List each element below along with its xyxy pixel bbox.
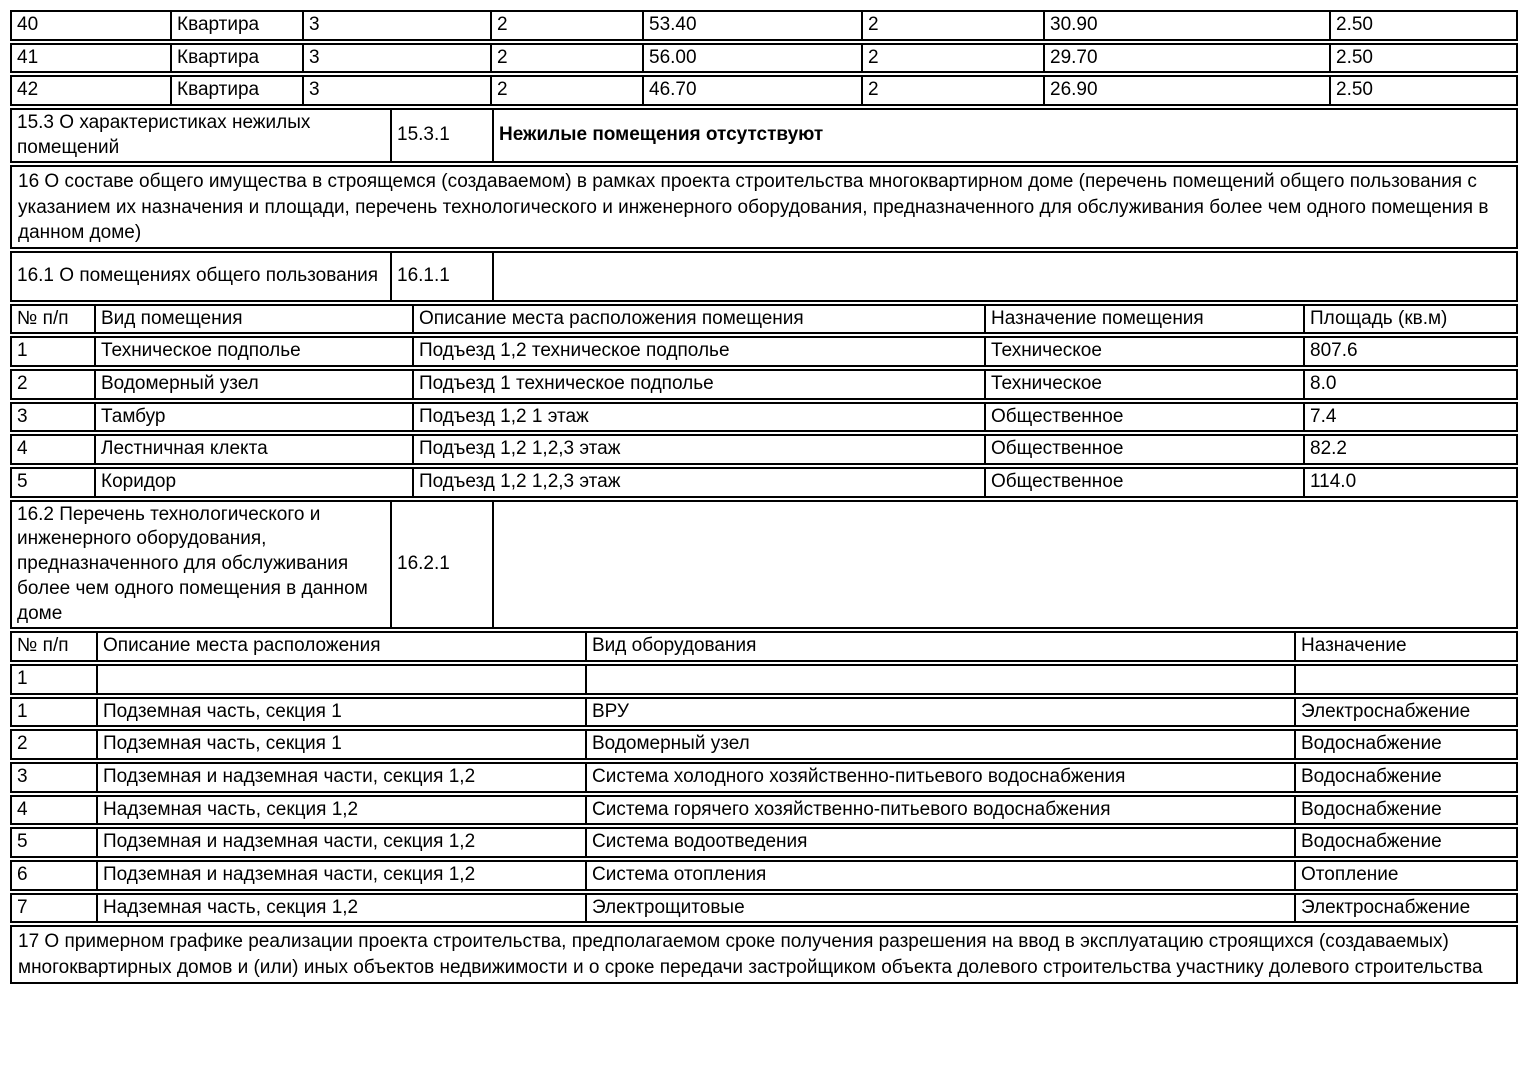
section-code: 16.1.1	[390, 253, 492, 300]
section-text: 16 О составе общего имущества в строящемся (создаваемом) в рамках проекта строительства многоквартирном доме (перечень помещений общего пользования с указанием их назначения и площади, перечень технологического и инженерного оборудования, предназначенного для обслуживания более чем одного помещения в данном доме)	[18, 171, 1489, 243]
table-cell: Надземная часть, секция 1,2	[96, 895, 585, 922]
section-label: 15.3 О характеристиках нежилых помещений	[17, 112, 311, 158]
table-cell: Подземная часть, секция 1	[96, 731, 585, 758]
table-cell: 3	[302, 77, 490, 104]
section-16-2-row	[10, 500, 1518, 629]
table-cell: 114.0	[1303, 469, 1516, 496]
table-cell: 30.90	[1043, 12, 1329, 39]
equipment-table-row	[10, 762, 1518, 793]
table-cell: 2	[17, 373, 28, 395]
section-15-3-row	[10, 108, 1518, 163]
column-header: Вид помещения	[94, 306, 412, 333]
table-cell: 2	[861, 45, 1043, 72]
equipment-table-row	[10, 893, 1518, 924]
table-cell: Лестничная клекта	[94, 436, 412, 463]
equipment-table-row	[10, 860, 1518, 891]
table-cell: 2.50	[1329, 45, 1516, 72]
table-cell: Электрощитовые	[585, 895, 1294, 922]
table-cell: 1	[17, 667, 28, 689]
table-cell: Техническое подполье	[94, 338, 412, 365]
table-cell: 82.2	[1303, 436, 1516, 463]
table-cell: 2	[490, 12, 642, 39]
apartment-row	[10, 10, 1518, 41]
column-header: № п/п	[17, 307, 69, 329]
table-cell: 56.00	[642, 45, 861, 72]
table-cell: ВРУ	[585, 699, 1294, 726]
section-label: 16.1 О помещениях общего пользования	[17, 264, 379, 286]
section-value	[492, 502, 1516, 627]
section-code: 16.2.1	[390, 502, 492, 627]
table-cell: 1	[17, 340, 28, 362]
table-cell: Тамбур	[94, 404, 412, 431]
table-cell: 3	[17, 765, 28, 787]
table-cell: 5	[17, 471, 28, 493]
table-cell: 29.70	[1043, 45, 1329, 72]
table-cell	[96, 666, 585, 693]
table-cell: 2	[490, 77, 642, 104]
table-cell: Подъезд 1,2 техническое подполье	[412, 338, 984, 365]
equipment-table-row	[10, 697, 1518, 728]
table-cell: 46.70	[642, 77, 861, 104]
table-cell: 26.90	[1043, 77, 1329, 104]
table-cell: Подъезд 1,2 1,2,3 этаж	[412, 436, 984, 463]
table-cell: 7.4	[1303, 404, 1516, 431]
table-cell: 8.0	[1303, 371, 1516, 398]
table-cell: Техническое	[984, 371, 1303, 398]
table-cell: Техническое	[984, 338, 1303, 365]
section-value: Нежилые помещения отсутствуют	[492, 110, 1516, 161]
column-header: Назначение помещения	[984, 306, 1303, 333]
table-cell: Квартира	[170, 45, 302, 72]
table-cell: Коридор	[94, 469, 412, 496]
table-cell: 807.6	[1303, 338, 1516, 365]
table-cell: Квартира	[170, 77, 302, 104]
table-cell: Система холодного хозяйственно-питьевого водоснабжения	[585, 764, 1294, 791]
table-cell: Водоснабжение	[1294, 731, 1516, 758]
table-cell: Электроснабжение	[1294, 699, 1516, 726]
table-cell: 6	[17, 864, 28, 886]
section-16-1-row	[10, 251, 1518, 302]
table-cell: 1	[17, 700, 28, 722]
table-cell: 7	[17, 896, 28, 918]
table-cell	[1294, 666, 1516, 693]
table-cell: 3	[17, 405, 28, 427]
section-label: 16.2 Перечень технологического и инженерного оборудования, предназначенного для обслуживания более чем одного помещения в данном доме	[17, 503, 368, 624]
rooms-table-row	[10, 467, 1518, 498]
table-cell: Водомерный узел	[94, 371, 412, 398]
table-cell: Отопление	[1294, 862, 1516, 889]
rooms-table-row	[10, 402, 1518, 433]
table-cell: 2.50	[1329, 77, 1516, 104]
table-cell: Система горячего хозяйственно-питьевого водоснабжения	[585, 797, 1294, 824]
table-cell: Подъезд 1 техническое подполье	[412, 371, 984, 398]
table-cell: 40	[17, 14, 39, 35]
rooms-table-row	[10, 336, 1518, 367]
section-value	[492, 253, 1516, 300]
column-header: Описание места расположения	[96, 633, 585, 660]
table-cell: Подъезд 1,2 1,2,3 этаж	[412, 469, 984, 496]
rooms-table-row	[10, 434, 1518, 465]
apartment-row	[10, 75, 1518, 106]
table-cell: Общественное	[984, 469, 1303, 496]
section-16-paragraph	[10, 165, 1518, 248]
equipment-table-row	[10, 795, 1518, 826]
column-header: № п/п	[17, 635, 69, 657]
equipment-numbering-row	[10, 664, 1518, 695]
table-cell: Квартира	[170, 12, 302, 39]
table-cell: Надземная часть, секция 1,2	[96, 797, 585, 824]
apartment-row	[10, 43, 1518, 74]
table-cell: 41	[17, 46, 39, 68]
table-cell: Подъезд 1,2 1 этаж	[412, 404, 984, 431]
table-cell: Водоснабжение	[1294, 797, 1516, 824]
table-cell: 2.50	[1329, 12, 1516, 39]
table-cell: Водоснабжение	[1294, 764, 1516, 791]
equipment-table-row	[10, 729, 1518, 760]
column-header: Площадь (кв.м)	[1303, 306, 1516, 333]
table-cell: Система водоотведения	[585, 829, 1294, 856]
rooms-table-row	[10, 369, 1518, 400]
table-cell: Электроснабжение	[1294, 895, 1516, 922]
table-cell: Общественное	[984, 404, 1303, 431]
section-text: 17 О примерном графике реализации проекта строительства, предполагаемом сроке получения разрешения на ввод в эксплуатацию строящихся (создаваемых) многоквартирных домов и (или) иных объектов недвижимости и о сроке передачи застройщиком объекта долевого строительства участнику долевого строительства	[18, 931, 1483, 978]
section-17-paragraph	[10, 925, 1518, 983]
column-header: Вид оборудования	[585, 633, 1294, 660]
table-cell: Система отопления	[585, 862, 1294, 889]
table-cell: Водомерный узел	[585, 731, 1294, 758]
table-cell: Подземная и надземная части, секция 1,2	[96, 764, 585, 791]
section-code: 15.3.1	[390, 110, 492, 161]
table-cell: 4	[17, 798, 28, 820]
table-cell: Водоснабжение	[1294, 829, 1516, 856]
table-cell: Общественное	[984, 436, 1303, 463]
table-cell: 53.40	[642, 12, 861, 39]
table-cell: 5	[17, 831, 28, 853]
table-cell: 4	[17, 438, 28, 460]
table-cell: Подземная и надземная части, секция 1,2	[96, 829, 585, 856]
equipment-table-header	[10, 631, 1518, 662]
table-cell: 42	[17, 79, 39, 101]
table-cell: Подземная и надземная части, секция 1,2	[96, 862, 585, 889]
column-header: Назначение	[1294, 633, 1516, 660]
table-cell: 3	[302, 45, 490, 72]
table-cell: 2	[861, 77, 1043, 104]
table-cell: 2	[17, 733, 28, 755]
rooms-table-header	[10, 304, 1518, 335]
equipment-table-row	[10, 827, 1518, 858]
table-cell: 3	[302, 12, 490, 39]
table-cell: 2	[861, 12, 1043, 39]
table-cell	[585, 666, 1294, 693]
table-cell: Подземная часть, секция 1	[96, 699, 585, 726]
table-cell: 2	[490, 45, 642, 72]
column-header: Описание места расположения помещения	[412, 306, 984, 333]
